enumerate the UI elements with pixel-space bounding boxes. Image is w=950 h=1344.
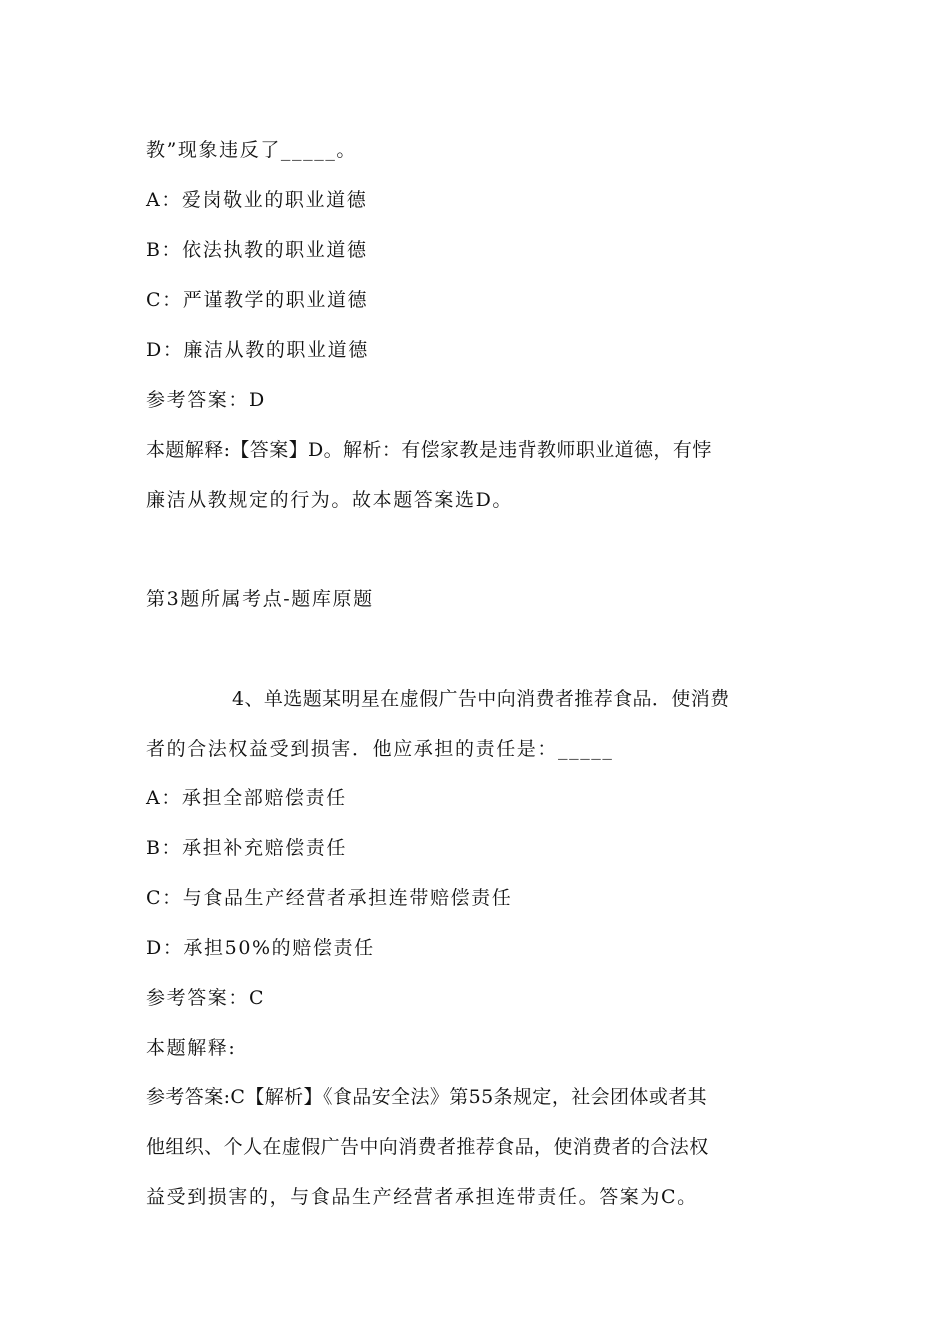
q3-option-a: A：爱岗敬业的职业道德 xyxy=(146,189,368,211)
q3-stem-tail: 教”现象违反了_____。 xyxy=(146,139,358,161)
q4-option-c: C：与食品生产经营者承担连带赔偿责任 xyxy=(146,887,513,909)
q4-option-b: B：承担补充赔偿责任 xyxy=(146,837,347,859)
q4-option-d: D：承担50%的赔偿责任 xyxy=(146,937,375,959)
q3-explanation-line-2: 廉洁从教规定的行为。故本题答案选D。 xyxy=(146,489,514,511)
q3-option-c: C：严谨教学的职业道德 xyxy=(146,289,369,311)
q3-knowledge-point: 第3题所属考点-题库原题 xyxy=(146,588,374,610)
q3-option-b: B：依法执教的职业道德 xyxy=(146,239,368,261)
q4-explanation-line-1: 参考答案:C【解析】《食品安全法》第55条规定，社会团体或者其 xyxy=(146,1086,708,1108)
q3-explanation-line-1: 本题解释:【答案】D。解析：有偿家教是违背教师职业道德，有悖 xyxy=(146,439,712,461)
q4-explanation-label: 本题解释: xyxy=(146,1037,237,1059)
q3-answer: 参考答案：D xyxy=(146,389,266,411)
q4-stem-line-2: 者的合法权益受到损害．他应承担的责任是：_____ xyxy=(146,738,614,760)
q3-option-d: D：廉洁从教的职业道德 xyxy=(146,339,369,361)
q4-answer: 参考答案：C xyxy=(146,987,266,1009)
q4-stem-line-1: 4、单选题某明星在虚假广告中向消费者推荐食品．使消费 xyxy=(232,688,730,710)
q4-option-a: A：承担全部赔偿责任 xyxy=(146,787,347,809)
q4-explanation-line-2: 他组织、个人在虚假广告中向消费者推荐食品，使消费者的合法权 xyxy=(146,1136,709,1158)
q4-explanation-line-3: 益受到损害的，与食品生产经营者承担连带责任。答案为C。 xyxy=(146,1186,698,1208)
